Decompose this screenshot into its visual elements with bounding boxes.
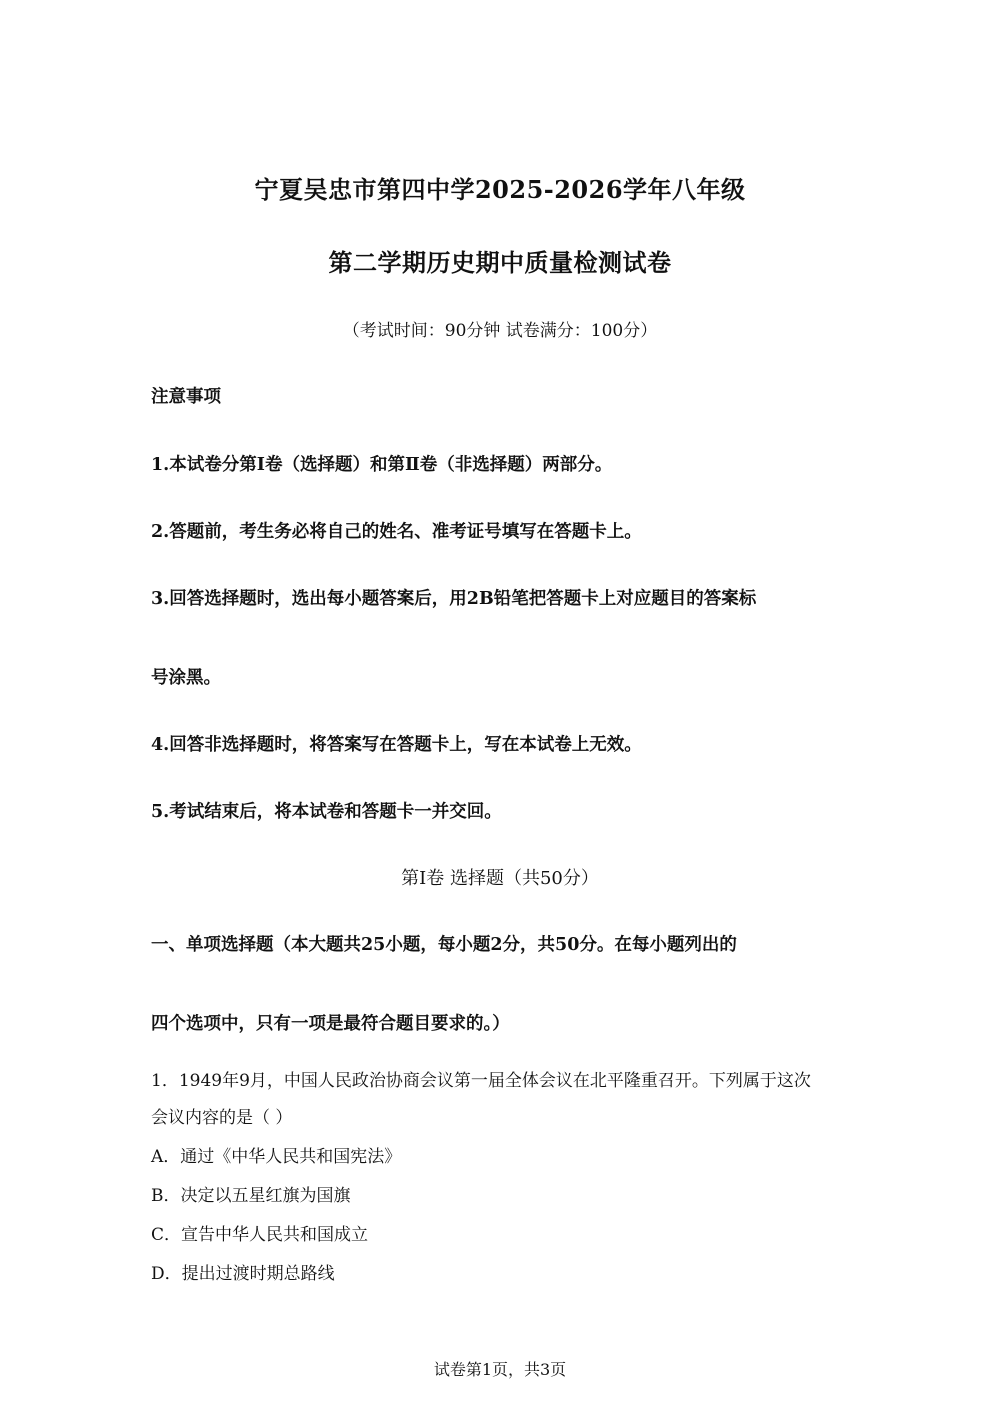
notice-item-1: 1.本试卷分第Ⅰ卷（选择题）和第Ⅱ卷（非选择题）两部分。 xyxy=(151,455,613,475)
question1-option-b: B．决定以五星红旗为国旗 xyxy=(151,1186,351,1206)
exam-title-line1: 宁夏吴忠市第四中学2025-2026学年八年级 xyxy=(254,175,746,204)
question1-option-d: D．提出过渡时期总路线 xyxy=(151,1264,335,1284)
section1-instruction-line1: 一、单项选择题（本大题共25小题，每小题2分，共50分。在每小题列出的 xyxy=(151,935,737,955)
question1-option-c: C．宣告中华人民共和国成立 xyxy=(151,1225,369,1245)
notice-heading: 注意事项 xyxy=(151,387,221,407)
exam-title-line2: 第二学期历史期中质量检测试卷 xyxy=(328,248,672,277)
question1-stem-line1: 1．1949年9月，中国人民政治协商会议第一届全体会议在北平隆重召开。下列属于这次 xyxy=(151,1071,811,1091)
page-footer: 试卷第1页，共3页 xyxy=(433,1360,567,1379)
part1-heading: 第Ⅰ卷 选择题（共50分） xyxy=(401,868,599,889)
question1-option-a: A．通过《中华人民共和国宪法》 xyxy=(151,1147,402,1167)
notice-item-3-cont: 号涂黑。 xyxy=(151,668,221,688)
question1-stem-line2: 会议内容的是（ ） xyxy=(151,1108,293,1128)
notice-item-4: 4.回答非选择题时，将答案写在答题卡上，写在本试卷上无效。 xyxy=(151,735,642,755)
notice-item-5: 5.考试结束后，将本试卷和答题卡一并交回。 xyxy=(151,802,502,822)
exam-info: （考试时间：90分钟 试卷满分：100分） xyxy=(342,321,658,341)
section1-instruction-line2: 四个选项中，只有一项是最符合题目要求的。） xyxy=(151,1014,510,1034)
notice-item-2: 2.答题前，考生务必将自己的姓名、准考证号填写在答题卡上。 xyxy=(151,522,642,542)
notice-item-3: 3.回答选择题时，选出每小题答案后，用2B铅笔把答题卡上对应题目的答案标 xyxy=(151,589,757,609)
